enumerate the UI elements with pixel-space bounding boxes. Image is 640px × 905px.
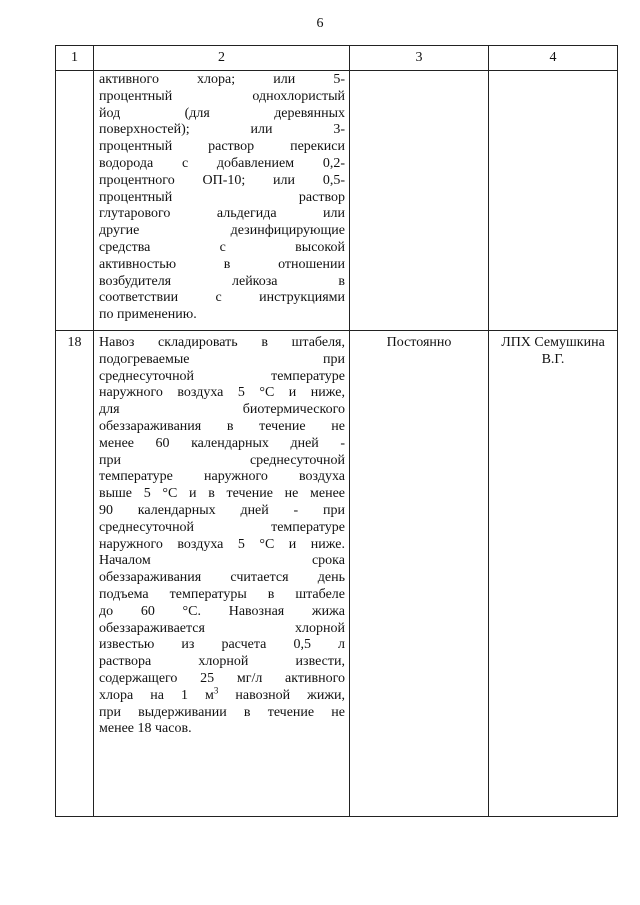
table-row-continuation [56,71,618,331]
measures-table [55,45,618,817]
superscript: 3 [213,685,219,696]
text-fragment: навозной жижи, [235,687,345,703]
text-line: Навоз складировать в штабеля, [99,335,345,350]
text-line: по применению. [99,307,197,323]
text-line: при выдерживании в течение не [99,704,345,720]
text-line-with-superscript [99,685,345,705]
responsible-cell [489,71,618,331]
text-line: среднесуточной температуре [99,519,345,535]
text-line: процентный раствор перекиси [99,139,345,155]
text-line: наружного воздуха 5 °С и ниже. [99,536,345,552]
text-line: известью из расчета 0,5 л [99,637,345,653]
responsible-cell: ЛПХ Семушкина В.Г. [489,331,618,817]
text-line: процентный раствор [99,189,345,205]
text-line: соответствии с инструкциями [99,290,345,306]
term-cell: Постоянно [350,331,489,817]
text-line: возбудителя лейкоза в [99,273,345,289]
column-header-2: 2 [94,46,350,71]
column-header-1: 1 [56,46,94,71]
text-line: выше 5 °С и в течение не менее [99,486,345,502]
page-number: 6 [316,16,324,31]
text-line: процентный однохлористый [99,88,345,104]
text-line: содержащего 25 мг/л активного [99,670,345,686]
text-line: активного хлора; или 5- [99,72,345,87]
text-line: активностью в отношении [99,256,345,272]
row-number-cell: 18 [56,331,94,817]
table-header-row [56,46,618,71]
column-header-4: 4 [489,46,618,71]
text-line: подъема температуры в штабеле [99,586,345,602]
text-line: менее 18 часов. [99,721,192,737]
text-line: при среднесуточной [99,452,345,468]
measure-description-cell [94,331,350,817]
text-line: средства с высокой [99,239,345,255]
text-line: температуре наружного воздуха [99,469,345,485]
text-line: менее 60 календарных дней - [99,435,345,451]
text-fragment: хлора на 1 м [99,687,214,703]
text-line: поверхностей); или 3- [99,122,345,138]
text-line: подогреваемые при [99,351,345,367]
text-line: Началом срока [99,553,345,569]
text-line: водорода с добавлением 0,2- [99,155,345,171]
text-line: среднесуточной температуре [99,368,345,384]
term-cell [350,71,489,331]
measure-description-cell [94,71,350,331]
row-number-cell [56,71,94,331]
text-line: другие дезинфицирующие [99,223,345,239]
text-line: обеззараживания считается день [99,570,345,586]
text-line: 90 календарных дней - при [99,502,345,518]
column-header-3: 3 [350,46,489,71]
text-line: до 60 °С. Навозная жижа [99,603,345,619]
text-line: раствора хлорной извести, [99,654,345,670]
text-line: обеззараживается хлорной [99,620,345,636]
text-line: йод (для деревянных [99,105,345,121]
text-line: обеззараживания в течение не [99,418,345,434]
text-line: наружного воздуха 5 °С и ниже, [99,385,345,401]
table-row-18 [56,331,618,817]
text-line: для биотермического [99,402,345,418]
text-line: процентного ОП-10; или 0,5- [99,172,345,188]
text-line: глутарового альдегида или [99,206,345,222]
